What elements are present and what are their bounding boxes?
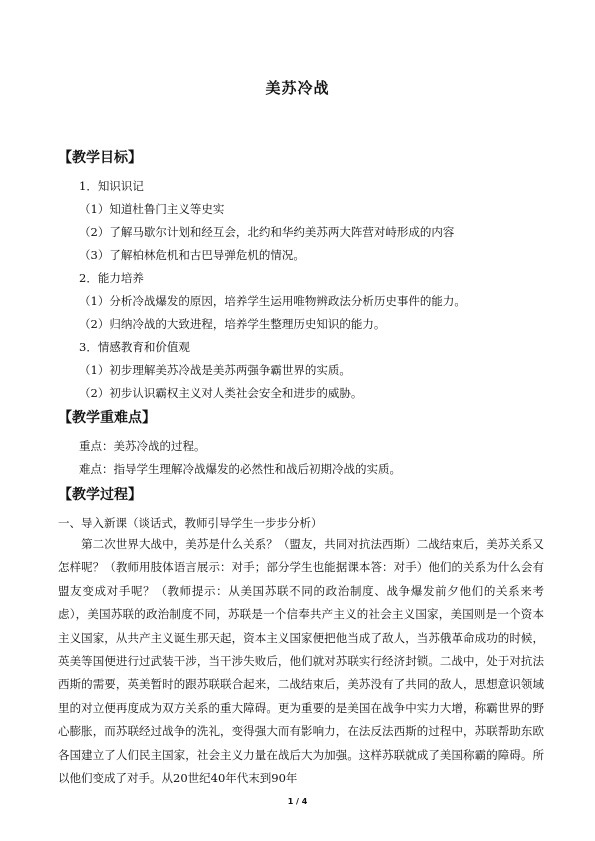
page-title: 美苏冷战 — [265, 79, 330, 97]
emotion-item: （1）初步理解美苏冷战是美苏两强争霸世界的实质。 — [79, 363, 351, 377]
process-paragraph-text: 第二次世界大战中，美苏是什么关系？（盟友，共同对抗法西斯）二战结束后，美苏关系又怎样呢？（教师用肢体语言展示：对手；部分学生也能据课本答：对手）他们的关系为什么会有盟友变成对手呢？（教师提示：从美国苏联不同的政治制度、战争爆发前夕他们的关系来考虑），美国苏联的政治制度不同，苏联是一个信奉共产主义的社会主义国家，美国则是一个资本主义国家，从共产主义诞生那天起，资本主义国家便把他当成了敌人，当苏俄革命成功的时候，英美等国便进行过武装干涉，当干涉失败后，他们就对苏联实行经济封锁。二战中，处于对抗法西斯的需要，英美暂时的跟苏联联合起来，二战结束后，美苏没有了共同的敌人，思想意识领域里的对立便再度成为双方关系的重大障碍。更为重要的是美国在战争中实力大增，称霸世界的野心膨胀，而苏联经过战争的洗礼，变得强大而有影响力，在法反法西斯的过程中，苏联帮助东欧各国建立了人们民主国家，社会主义力量在战后大为加强。这样苏联就成了美国称霸的障碍。所以他们变成了对手。从20世纪40年代末到90年 — [58, 537, 544, 786]
knowledge-heading: 1．知识识记 — [79, 179, 144, 193]
section-heading-key-points: 【教学重难点】 — [58, 410, 156, 426]
key-point-difficulty: 难点：指导学生理解冷战爆发的必然性和战后初期冷战的实质。 — [79, 462, 401, 476]
knowledge-item: （1）知道杜鲁门主义等史实 — [79, 202, 225, 216]
emotion-item: （2）初步认识霸权主义对人类社会安全和进步的威胁。 — [79, 386, 363, 400]
section-heading-process: 【教学过程】 — [58, 487, 142, 503]
ability-item: （1）分析冷战爆发的原因，培养学生运用唯物辨政法分析历史事件的能力。 — [79, 294, 466, 308]
page-number: 1 / 4 — [287, 797, 308, 806]
process-step-intro: 一、导入新课（谈话式，教师引导学生一步步分析） — [58, 516, 323, 530]
emotion-heading: 3．情感教育和价值观 — [79, 340, 190, 354]
key-point-focus: 重点：美苏冷战的过程。 — [79, 439, 206, 453]
section-heading-objectives: 【教学目标】 — [58, 150, 142, 166]
knowledge-item: （2）了解马歇尔计划和经互会，北约和华约美苏两大阵营对峙形成的内容 — [79, 225, 455, 239]
process-paragraph — [58, 533, 544, 790]
knowledge-item: （3）了解柏林危机和古巴导弹危机的情况。 — [79, 248, 305, 262]
ability-item: （2）归纳冷战的大致进程，培养学生整理历史知识的能力。 — [79, 317, 386, 331]
ability-heading: 2．能力培养 — [79, 271, 144, 285]
